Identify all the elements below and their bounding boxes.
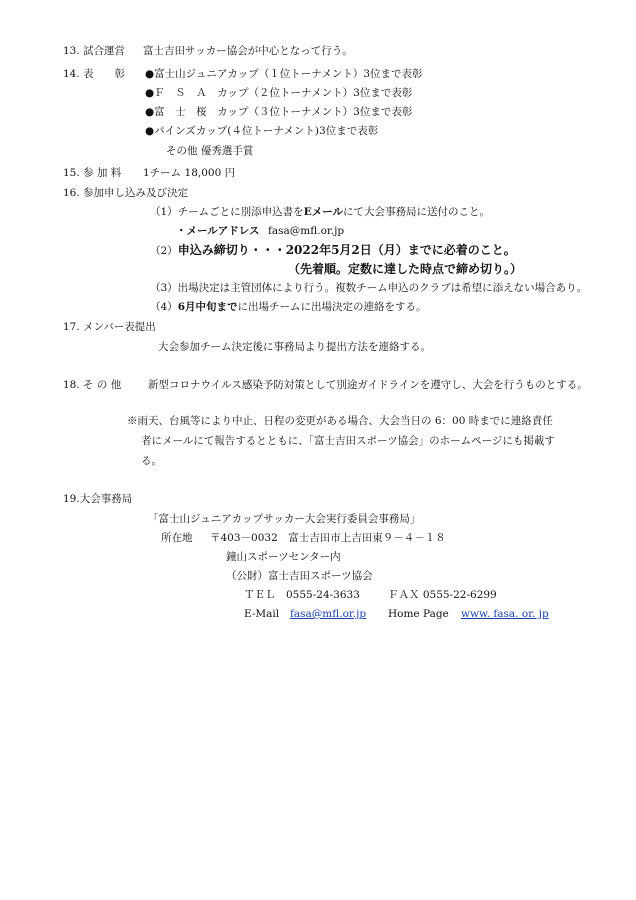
- application-item-1-pre: （1）チームごとに別添申込書を: [150, 206, 304, 218]
- application-deadline: 申込み締切り・・・2022年5月2日（月）までに必着のこと。: [177, 243, 516, 257]
- section-18-note-line: ※雨天、台風等により中止、日程の変更がある場合、大会当日の 6：00 時までに連絡責任: [127, 415, 553, 427]
- award-item: ●富士山ジュニアカップ（１位トーナメント）3位まで表彰: [145, 68, 423, 80]
- office-organization: （公財）富士吉田スポーツ協会: [226, 570, 373, 582]
- office-homepage-label: Home Page: [388, 608, 449, 620]
- section-17-label: 17. メンバー表提出: [63, 321, 156, 333]
- office-tel: ＴＥＬ 0555-24-3633: [244, 589, 360, 601]
- award-item: ●富 士 桜 カップ（３位トーナメント）3位まで表彰: [145, 106, 413, 118]
- section-15-text: 1チーム 18,000 円: [143, 167, 236, 179]
- application-deadline-note: （先着順。定数に達した時点で締め切り。）: [288, 262, 523, 276]
- application-item-3: （3）出場決定は主管団体により行う。複数チーム申込のクラブは希望に添えない場合あり。: [150, 282, 588, 294]
- section-18-note-line: る。: [141, 455, 162, 467]
- office-address: 〒403－0032 富士吉田市上吉田東９－４－１８: [210, 532, 446, 544]
- section-14-label: 14. 表 彰: [63, 68, 126, 80]
- award-item: ●パインズカップ(４位トーナメント)3位まで表彰: [145, 125, 379, 137]
- application-item-2-num: （2）: [150, 245, 178, 257]
- section-13-text: 富士吉田サッカー協会が中心となって行う。: [143, 45, 353, 57]
- application-item-2: [150, 243, 516, 258]
- decision-deadline: 6月中旬まで: [177, 301, 238, 313]
- office-homepage-link[interactable]: www. fasa. or. jp: [461, 608, 549, 620]
- office-address-label: 所在地: [161, 532, 193, 544]
- application-item-1: [150, 205, 490, 219]
- section-15-label: 15. 参 加 料: [63, 167, 122, 179]
- office-fax: ＦＡＸ 0555-22-6299: [388, 589, 497, 601]
- application-email-label: ・メールアドレス: [176, 225, 260, 237]
- section-18-note-line: 者にメールにて報告するとともに、「富士吉田スポーツ協会」のホームページにも掲載す: [141, 435, 555, 447]
- application-method-email: Eメール: [303, 206, 343, 218]
- section-18-text: 新型コロナウイルス感染予防対策として別途ガイドラインを遵守し、大会を行うものとする。: [148, 379, 588, 391]
- section-18-label: 18. そ の 他: [63, 379, 122, 391]
- application-email: fasa@mfl.or.jp: [268, 225, 345, 237]
- application-item-4: [150, 300, 427, 314]
- section-16-label: 16. 参加申し込み及び決定: [63, 187, 189, 199]
- application-item-1-post: にて大会事務局に送付のこと。: [342, 206, 490, 218]
- section-17-text: 大会参加チーム決定後に事務局より提出方法を連絡する。: [158, 341, 431, 353]
- application-item-4-post: に出場チームに出場決定の連絡をする。: [237, 301, 427, 313]
- award-other: その他 優秀選手賞: [166, 145, 254, 157]
- section-13-label: 13. 試合運営: [63, 45, 126, 57]
- section-19-label: 19.大会事務局: [63, 493, 133, 505]
- award-item: ●Ｆ Ｓ Ａ カップ（２位トーナメント）3位まで表彰: [145, 87, 413, 99]
- office-email-label: E-Mail: [244, 608, 280, 620]
- office-name: 「富士山ジュニアカップサッカー大会実行委員会事務局」: [148, 513, 421, 525]
- office-email-link[interactable]: fasa@mfl.or.jp: [290, 608, 367, 620]
- application-item-4-num: （4）: [150, 301, 178, 313]
- office-building: 鐘山スポーツセンター内: [226, 551, 341, 563]
